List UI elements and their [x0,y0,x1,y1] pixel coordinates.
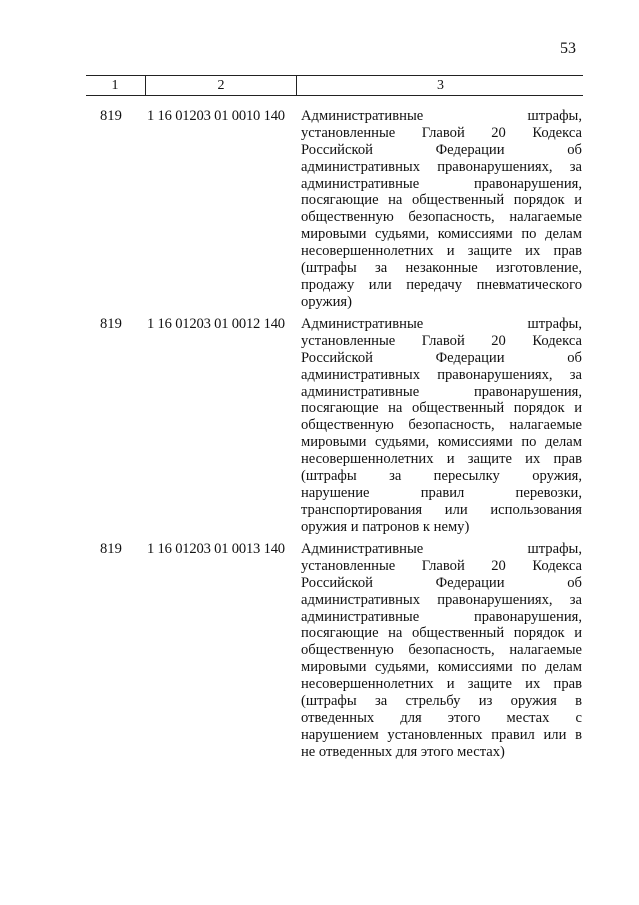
description-line: продажу или передачу пневматического [301,276,582,293]
description [301,108,582,311]
description-line: административных правонарушениях, за [301,591,582,608]
description-line: транспортирования или использования [301,501,582,518]
description [301,541,582,761]
description-line: посягающие на общественный порядок и [301,400,582,417]
description-line: посягающие на общественный порядок и [301,192,582,209]
description-line: общественную безопасность, налагаемые [301,209,582,226]
description-line: административных правонарушениях, за [301,366,582,383]
header-col-2: 2 [145,76,296,95]
description-line: нарушение правил перевозки, [301,484,582,501]
page-number: 53 [560,40,576,57]
description-line: (штрафы за незаконные изготовление, [301,260,582,277]
description-line: посягающие на общественный порядок и [301,625,582,642]
description [301,316,582,536]
description-line: Административные штрафы, [301,108,582,124]
description-line: мировыми судьями, комиссиями по делам [301,226,582,243]
admin-code: 819 [100,541,122,557]
description-line: мировыми судьями, комиссиями по делам [301,659,582,676]
description-line: Административные штрафы, [301,541,582,557]
description-line: (штрафы за пересылку оружия, [301,468,582,485]
description-line: административные правонарушения, [301,175,582,192]
kbk-code: 1 16 01203 01 0013 140 [147,541,285,557]
description-line: отведенных для этого местах с [301,709,582,726]
description-line: несовершеннолетних и защите их прав [301,243,582,260]
description-line: Российской Федерации об [301,349,582,366]
description-line: установленные Главой 20 Кодекса [301,332,582,349]
description-line: Российской Федерации об [301,141,582,158]
header-col-3: 3 [296,76,584,95]
description-line: оружия и патронов к нему) [301,518,470,535]
description-line: оружия) [301,293,352,310]
admin-code: 819 [100,108,122,124]
description-line: административные правонарушения, [301,608,582,625]
description-line: общественную безопасность, налагаемые [301,642,582,659]
description-line: установленные Главой 20 Кодекса [301,124,582,141]
description-line: мировыми судьями, комиссиями по делам [301,434,582,451]
header-col-1: 1 [111,78,119,93]
description-line: общественную безопасность, налагаемые [301,417,582,434]
table-header [86,75,583,96]
admin-code: 819 [100,316,122,332]
description-line: несовершеннолетних и защите их прав [301,676,582,693]
description-line: не отведенных для этого местах) [301,743,505,760]
description-line: административные правонарушения, [301,383,582,400]
description-line: нарушением установленных правил или в [301,726,582,743]
description-line: Российской Федерации об [301,574,582,591]
description-line: Административные штрафы, [301,316,582,332]
description-line: установленные Главой 20 Кодекса [301,557,582,574]
description-line: административных правонарушениях, за [301,158,582,175]
description-line: несовершеннолетних и защите их прав [301,451,582,468]
kbk-code: 1 16 01203 01 0012 140 [147,316,285,332]
description-line: (штрафы за стрельбу из оружия в [301,693,582,710]
kbk-code: 1 16 01203 01 0010 140 [147,108,285,124]
